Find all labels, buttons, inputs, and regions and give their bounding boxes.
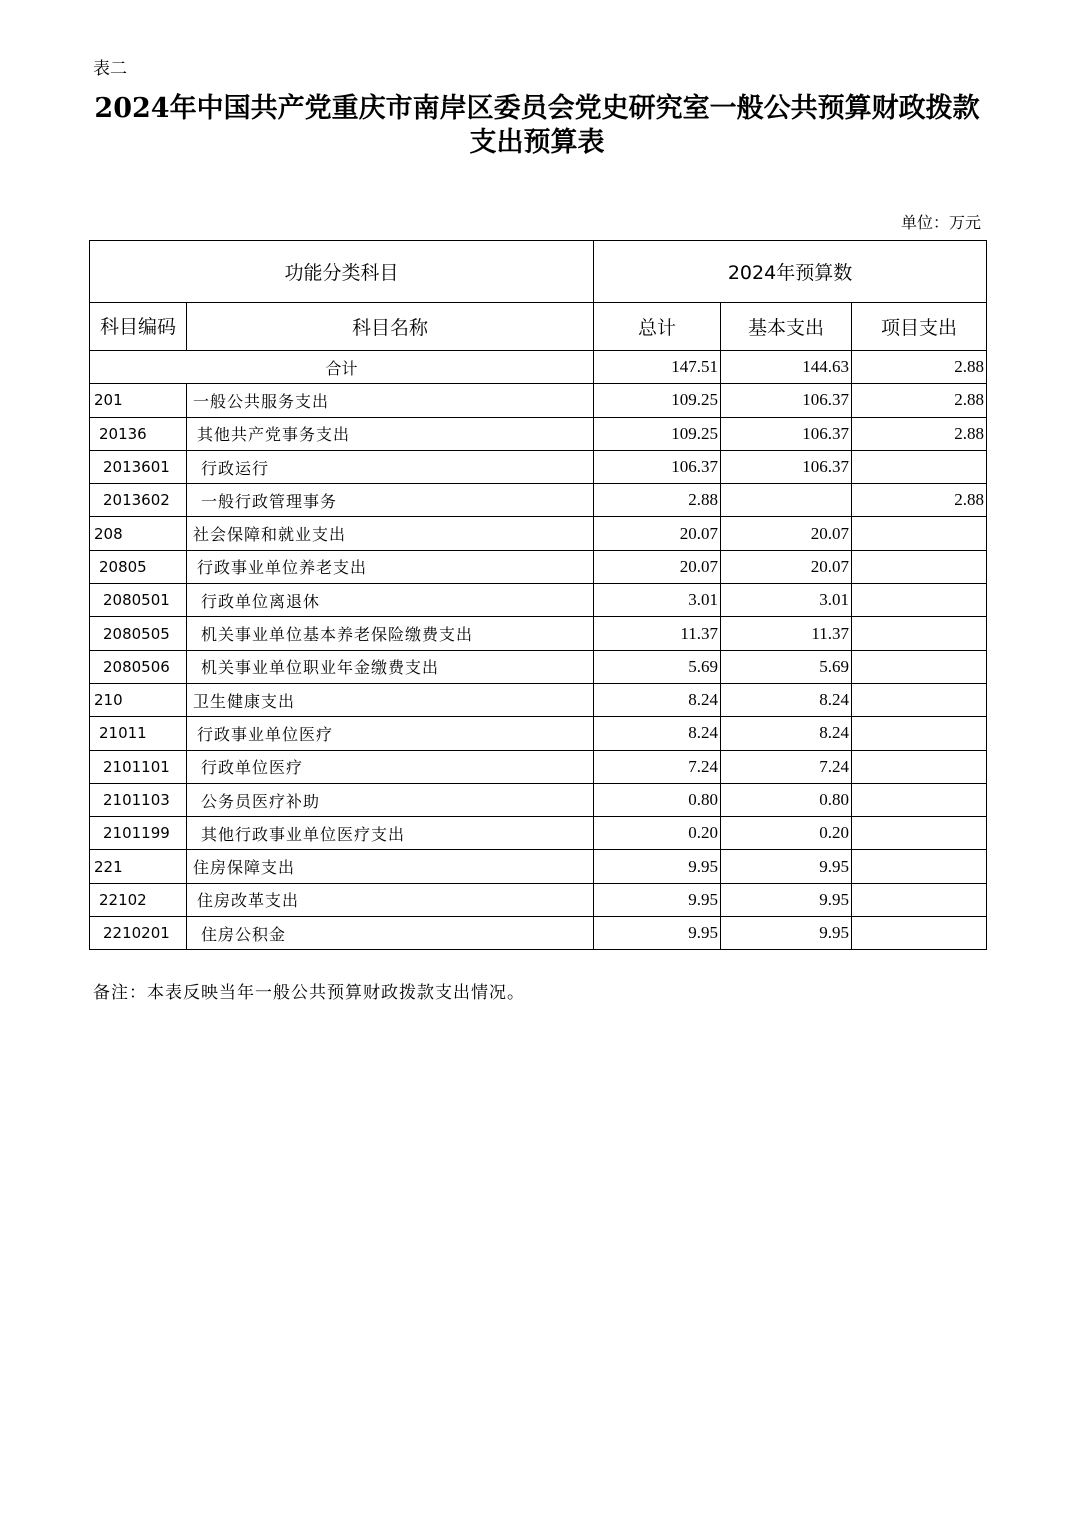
subject-name-cell: 住房保障支出 [187, 850, 594, 883]
project-expenditure-cell: 2.88 [852, 417, 987, 450]
header-subject-name: 科目名称 [187, 303, 594, 351]
project-expenditure-cell [852, 783, 987, 816]
total-project: 2.88 [852, 351, 987, 384]
table-row [90, 917, 987, 950]
total-row [90, 351, 987, 384]
basic-expenditure-cell: 20.07 [721, 517, 852, 550]
total-cell: 106.37 [594, 450, 721, 483]
header-row-2 [90, 303, 987, 351]
subject-code-cell: 20136 [90, 417, 187, 450]
basic-expenditure-cell: 106.37 [721, 417, 852, 450]
subject-name-cell: 卫生健康支出 [187, 683, 594, 716]
subject-name-cell: 行政单位医疗 [187, 750, 594, 783]
basic-expenditure-cell [721, 484, 852, 517]
subject-name-cell: 行政事业单位养老支出 [187, 550, 594, 583]
subject-name-cell: 一般公共服务支出 [187, 384, 594, 417]
project-expenditure-cell [852, 517, 987, 550]
total-cell: 0.80 [594, 783, 721, 816]
header-project-expenditure: 项目支出 [852, 303, 987, 351]
subject-code-cell: 2101103 [90, 783, 187, 816]
subject-code-cell: 2101199 [90, 817, 187, 850]
table-row [90, 717, 987, 750]
title-line-2: 支出预算表 [469, 127, 605, 158]
table-row [90, 417, 987, 450]
subject-code-cell: 201 [90, 384, 187, 417]
table-row [90, 550, 987, 583]
table-row [90, 484, 987, 517]
total-basic: 144.63 [721, 351, 852, 384]
total-cell: 2.88 [594, 484, 721, 517]
subject-code-cell: 2101101 [90, 750, 187, 783]
total-cell: 7.24 [594, 750, 721, 783]
total-cell: 109.25 [594, 417, 721, 450]
subject-code-cell: 221 [90, 850, 187, 883]
subject-code-cell: 21011 [90, 717, 187, 750]
table-row [90, 883, 987, 916]
total-cell: 11.37 [594, 617, 721, 650]
total-cell: 9.95 [594, 850, 721, 883]
document-title [0, 92, 1074, 160]
basic-expenditure-cell: 106.37 [721, 384, 852, 417]
table-row [90, 617, 987, 650]
subject-name-cell: 一般行政管理事务 [187, 484, 594, 517]
header-total: 总计 [594, 303, 721, 351]
table-row [90, 783, 987, 816]
subject-name-cell: 其他共产党事务支出 [187, 417, 594, 450]
subject-name-cell: 行政事业单位医疗 [187, 717, 594, 750]
project-expenditure-cell [852, 550, 987, 583]
subject-name-cell: 其他行政事业单位医疗支出 [187, 817, 594, 850]
header-functional-classification: 功能分类科目 [90, 241, 594, 303]
basic-expenditure-cell: 11.37 [721, 617, 852, 650]
subject-name-cell: 住房改革支出 [187, 883, 594, 916]
table-row [90, 384, 987, 417]
footnote: 备注：本表反映当年一般公共预算财政拨款支出情况。 [93, 983, 525, 1003]
project-expenditure-cell [852, 817, 987, 850]
basic-expenditure-cell: 9.95 [721, 917, 852, 950]
basic-expenditure-cell: 9.95 [721, 883, 852, 916]
table-number-label: 表二 [93, 59, 127, 79]
project-expenditure-cell: 2.88 [852, 484, 987, 517]
basic-expenditure-cell: 5.69 [721, 650, 852, 683]
subject-code-cell: 22102 [90, 883, 187, 916]
basic-expenditure-cell: 7.24 [721, 750, 852, 783]
total-cell: 0.20 [594, 817, 721, 850]
total-cell: 9.95 [594, 917, 721, 950]
project-expenditure-cell [852, 750, 987, 783]
subject-name-cell: 行政运行 [187, 450, 594, 483]
basic-expenditure-cell: 0.20 [721, 817, 852, 850]
project-expenditure-cell [852, 617, 987, 650]
subject-name-cell: 社会保障和就业支出 [187, 517, 594, 550]
header-row-1 [90, 241, 987, 303]
table-row [90, 517, 987, 550]
total-cell: 8.24 [594, 683, 721, 716]
subject-name-cell: 机关事业单位职业年金缴费支出 [187, 650, 594, 683]
table-row [90, 683, 987, 716]
project-expenditure-cell [852, 650, 987, 683]
basic-expenditure-cell: 0.80 [721, 783, 852, 816]
subject-code-cell: 2013602 [90, 484, 187, 517]
header-budget-2024: 2024年预算数 [594, 241, 987, 303]
total-cell: 3.01 [594, 584, 721, 617]
project-expenditure-cell [852, 883, 987, 916]
total-cell: 8.24 [594, 717, 721, 750]
subject-code-cell: 2080506 [90, 650, 187, 683]
basic-expenditure-cell: 9.95 [721, 850, 852, 883]
table-row [90, 450, 987, 483]
subject-code-cell: 2013601 [90, 450, 187, 483]
total-cell: 20.07 [594, 550, 721, 583]
basic-expenditure-cell: 3.01 [721, 584, 852, 617]
total-cell: 5.69 [594, 650, 721, 683]
subject-code-cell: 2210201 [90, 917, 187, 950]
subject-code-cell: 210 [90, 683, 187, 716]
subject-name-cell: 机关事业单位基本养老保险缴费支出 [187, 617, 594, 650]
project-expenditure-cell [852, 683, 987, 716]
title-line-1: 2024年中国共产党重庆市南岸区委员会党史研究室一般公共预算财政拨款 [94, 93, 980, 124]
total-cell: 20.07 [594, 517, 721, 550]
project-expenditure-cell [852, 450, 987, 483]
table-row [90, 750, 987, 783]
subject-code-cell: 208 [90, 517, 187, 550]
project-expenditure-cell [852, 584, 987, 617]
basic-expenditure-cell: 106.37 [721, 450, 852, 483]
project-expenditure-cell: 2.88 [852, 384, 987, 417]
subject-code-cell: 20805 [90, 550, 187, 583]
project-expenditure-cell [852, 917, 987, 950]
header-basic-expenditure: 基本支出 [721, 303, 852, 351]
budget-table [89, 240, 987, 950]
basic-expenditure-cell: 20.07 [721, 550, 852, 583]
table-row [90, 850, 987, 883]
basic-expenditure-cell: 8.24 [721, 683, 852, 716]
subject-name-cell: 公务员医疗补助 [187, 783, 594, 816]
table-row [90, 584, 987, 617]
total-cell: 9.95 [594, 883, 721, 916]
project-expenditure-cell [852, 717, 987, 750]
unit-label: 单位：万元 [900, 213, 981, 232]
subject-code-cell: 2080505 [90, 617, 187, 650]
total-cell: 109.25 [594, 384, 721, 417]
total-total: 147.51 [594, 351, 721, 384]
header-subject-code: 科目编码 [90, 303, 187, 351]
table-row [90, 817, 987, 850]
subject-code-cell: 2080501 [90, 584, 187, 617]
total-label: 合计 [90, 351, 594, 384]
subject-name-cell: 行政单位离退休 [187, 584, 594, 617]
project-expenditure-cell [852, 850, 987, 883]
basic-expenditure-cell: 8.24 [721, 717, 852, 750]
subject-name-cell: 住房公积金 [187, 917, 594, 950]
table-row [90, 650, 987, 683]
